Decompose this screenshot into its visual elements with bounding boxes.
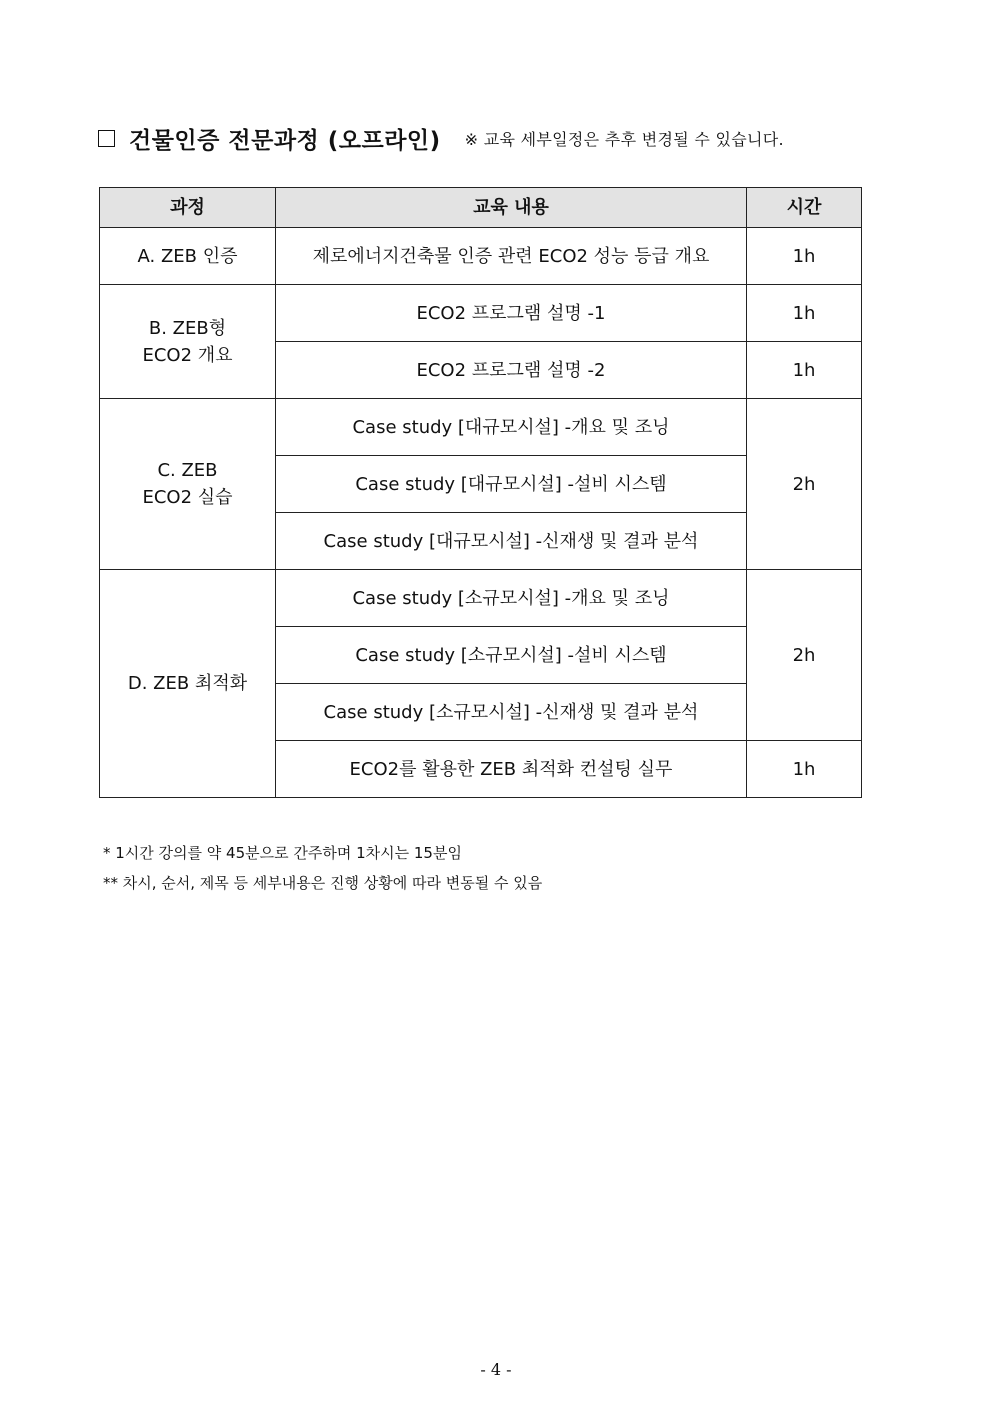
table-row (100, 399, 862, 456)
content-cell: Case study [대규모시설] -설비 시스템 (276, 456, 747, 513)
schedule-table (99, 187, 862, 798)
checkbox-icon (98, 130, 115, 147)
course-b-line2: ECO2 개요 (142, 344, 233, 366)
time-cell: 2h (747, 570, 862, 741)
time-cell: 1h (747, 285, 862, 342)
footnote-1: * 1시간 강의를 약 45분으로 간주하며 1차시는 15분임 (103, 844, 462, 862)
footnotes (103, 838, 542, 898)
content-cell: ECO2를 활용한 ZEB 최적화 컨설팅 실무 (276, 741, 747, 798)
course-c-line1: C. ZEB (157, 460, 218, 481)
header-content: 교육 내용 (276, 188, 747, 228)
course-d: D. ZEB 최적화 (100, 570, 276, 798)
header-course: 과정 (100, 188, 276, 228)
content-cell: 제로에너지건축물 인증 관련 ECO2 성능 등급 개요 (276, 228, 747, 285)
time-cell: 1h (747, 342, 862, 399)
section-title: 건물인증 전문과정 (오프라인) (129, 128, 441, 154)
table-row (100, 228, 862, 285)
table-header-row (100, 188, 862, 228)
section-note: ※ 교육 세부일정은 추후 변경될 수 있습니다. (464, 130, 784, 149)
content-cell: ECO2 프로그램 설명 -2 (276, 342, 747, 399)
header-time: 시간 (747, 188, 862, 228)
table-row (100, 285, 862, 342)
content-cell: Case study [소규모시설] -개요 및 조닝 (276, 570, 747, 627)
content-cell: Case study [대규모시설] -신재생 및 결과 분석 (276, 513, 747, 570)
section-heading (98, 122, 784, 155)
table-row (100, 570, 862, 627)
time-cell: 1h (747, 741, 862, 798)
course-b (100, 285, 276, 399)
course-c (100, 399, 276, 570)
content-cell: Case study [소규모시설] -신재생 및 결과 분석 (276, 684, 747, 741)
time-cell: 2h (747, 399, 862, 570)
course-b-line1: B. ZEB형 (148, 317, 227, 339)
page-number: - 4 - (480, 1360, 512, 1379)
course-a: A. ZEB 인증 (100, 228, 276, 285)
course-c-line2: ECO2 실습 (142, 487, 233, 508)
content-cell: Case study [소규모시설] -설비 시스템 (276, 627, 747, 684)
footnote-2: ** 차시, 순서, 제목 등 세부내용은 진행 상황에 따라 변동될 수 있음 (103, 874, 543, 892)
content-cell: ECO2 프로그램 설명 -1 (276, 285, 747, 342)
content-cell: Case study [대규모시설] -개요 및 조닝 (276, 399, 747, 456)
time-cell: 1h (747, 228, 862, 285)
